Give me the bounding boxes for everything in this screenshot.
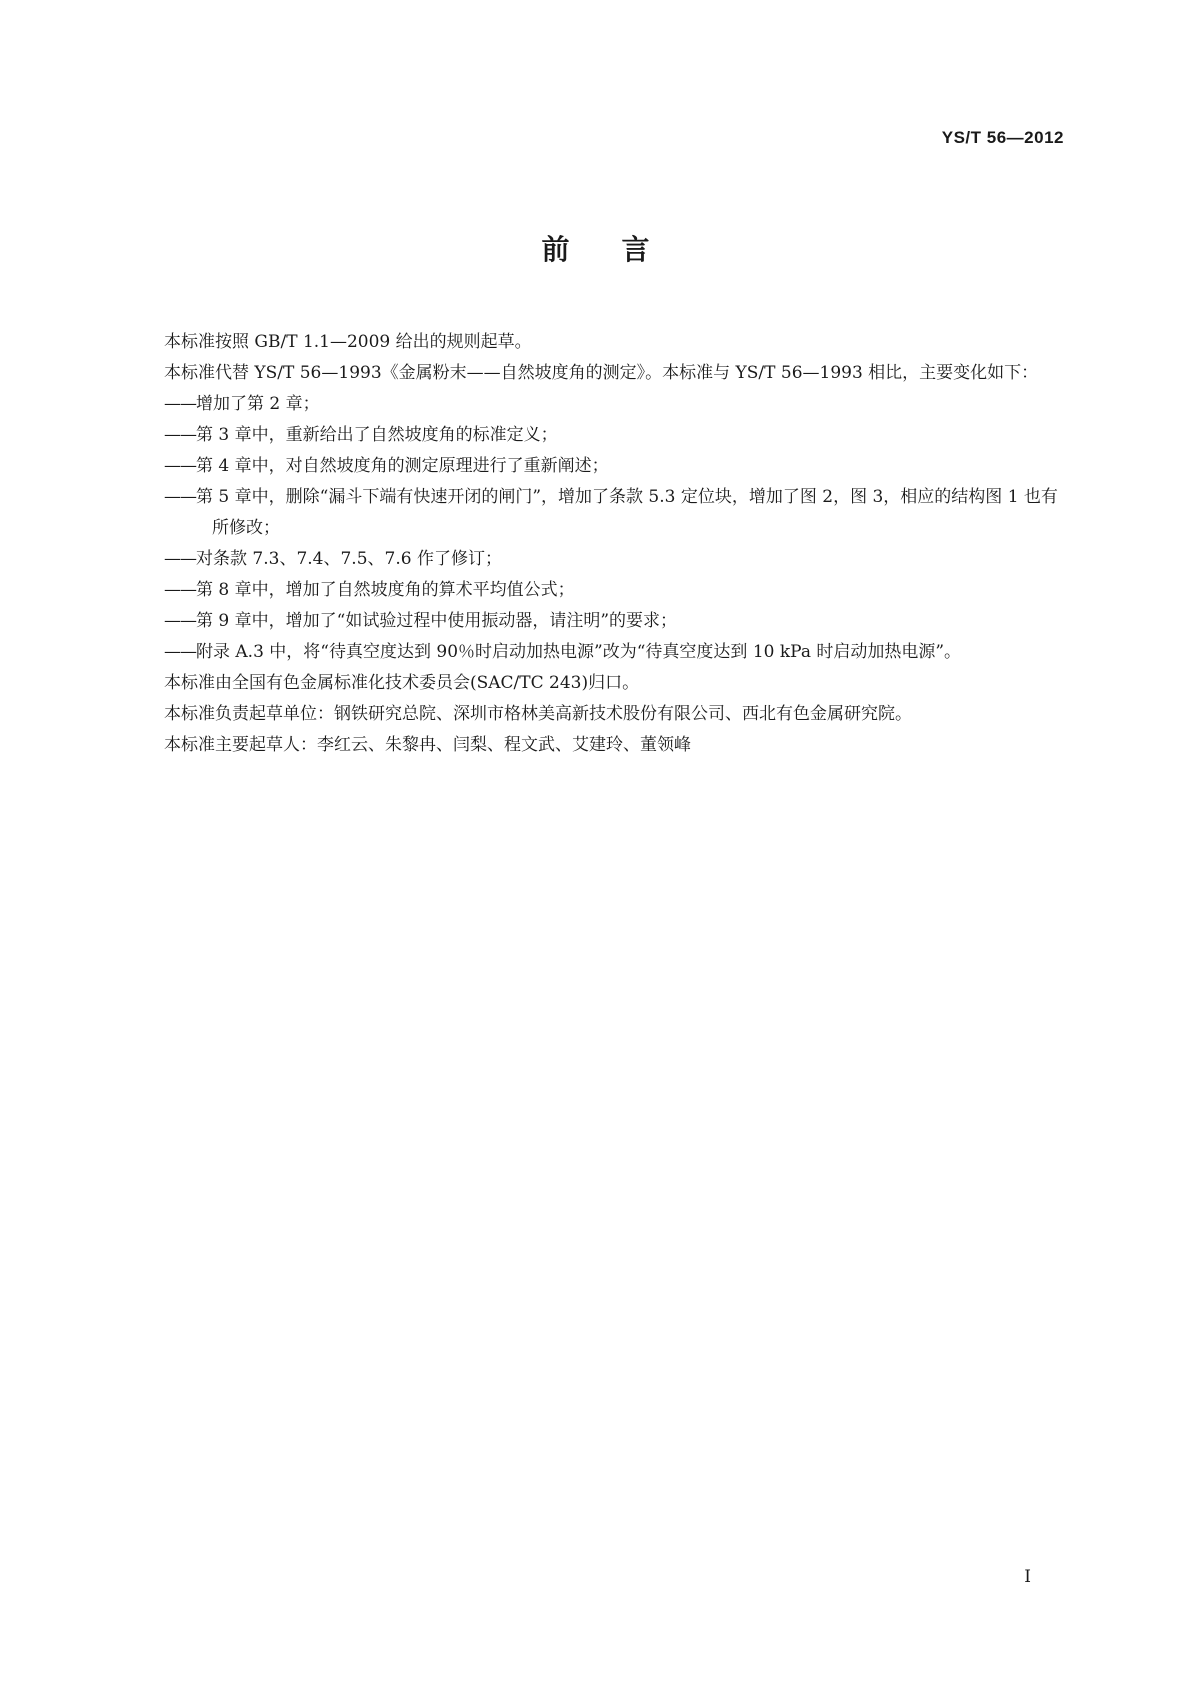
changes-list — [130, 389, 1063, 668]
list-item-text: 第 8 章中，增加了自然坡度角的算术平均值公式； — [196, 580, 575, 600]
replacement-paragraph: 本标准代替 YS/T 56—1993《金属粉末——自然坡度角的测定》。本标准与 YS/T 56—1993 相比，主要变化如下： — [164, 363, 1039, 383]
page-number: I — [1024, 1567, 1031, 1587]
list-item-text: 第 9 章中，增加了“如试验过程中使用振动器，请注明”的要求； — [196, 611, 678, 631]
drafting-rules-paragraph: 本标准按照 GB/T 1.1—2009 给出的规则起草。 — [164, 332, 532, 352]
list-item — [130, 637, 1063, 668]
foreword-body — [130, 327, 1063, 761]
list-item-text: 对条款 7.3、7.4、7.5、7.6 作了修订； — [196, 549, 502, 569]
list-item — [130, 389, 1063, 420]
drafters-paragraph: 本标准主要起草人：李红云、朱黎冉、闫梨、程文武、艾建玲、董领峰 — [164, 735, 691, 755]
list-item — [130, 420, 1063, 451]
list-item — [130, 451, 1063, 482]
committee-paragraph: 本标准由全国有色金属标准化技术委员会(SAC/TC 243)归口。 — [164, 673, 640, 693]
list-dash: —— — [164, 580, 196, 600]
list-dash: —— — [164, 394, 196, 414]
standard-code: YS/T 56—2012 — [941, 128, 1064, 147]
list-dash: —— — [164, 549, 196, 569]
page-title — [0, 228, 1191, 268]
list-item-text: 第 3 章中，重新给出了自然坡度角的标准定义； — [196, 425, 558, 445]
list-dash: —— — [164, 611, 196, 631]
list-item — [130, 575, 1063, 606]
title-char-1: 前 — [541, 233, 570, 266]
list-dash: —— — [164, 642, 196, 662]
title-char-2: 言 — [621, 233, 650, 266]
list-item-text: 增加了第 2 章； — [196, 394, 320, 414]
drafting-units-paragraph: 本标准负责起草单位：钢铁研究总院、深圳市格林美高新技术股份有限公司、西北有色金属研究院。 — [164, 704, 912, 724]
list-item-text: 第 5 章中，删除“漏斗下端有快速开闭的闸门”，增加了条款 5.3 定位块，增加了图 2，图 3，相应的结构图 1 也有所修改； — [196, 487, 1058, 538]
list-item — [130, 544, 1063, 575]
list-item — [130, 482, 1063, 544]
list-item — [130, 606, 1063, 637]
list-dash: —— — [164, 487, 196, 507]
list-dash: —— — [164, 456, 196, 476]
list-item-text: 第 4 章中，对自然坡度角的测定原理进行了重新阐述； — [196, 456, 609, 476]
list-item-text: 附录 A.3 中，将“待真空度达到 90％时启动加热电源”改为“待真空度达到 10 kPa 时启动加热电源”。 — [196, 642, 962, 662]
list-dash: —— — [164, 425, 196, 445]
